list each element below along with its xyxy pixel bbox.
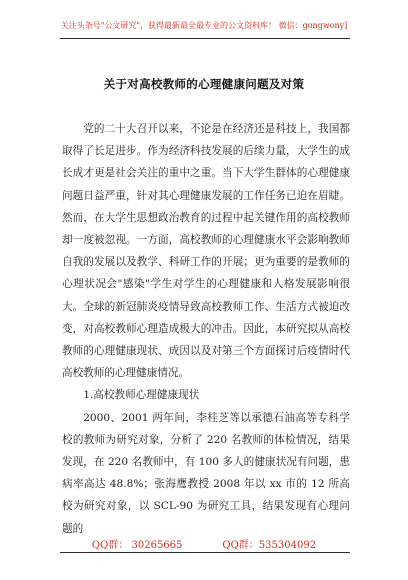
header-divider bbox=[60, 38, 350, 39]
header-notice: 关注头条号"公文研究"，获得最新最全最专业的公文资料库！ 微信：gongwony] bbox=[60, 21, 348, 30]
intro-paragraph: 党的二十大召开以来，不论是在经济还是科技上，我国都取得了长足进步。作为经济科技发展的后续力量，大学生的成长成才更是社会关注的重中之重。当下大学生群体的心理健康问题日益严重，针对其心理健康发展的工作任务已迫在眉睫。然而，在大学生思想政治教育的过程中起关键作用的高校教师却一度被忽视。一方面，高校教师的心理健康水平会影响教师自我的发展以及教学、科研工作的开展；更为重要的是教师的心理状况会"感染"学生对学生的心理健康和人格发展影响很大。全球的新冠肺炎疫情导致高校教师工作、生活方式被迫改变，对高校教师心理造成极大的冲击。因此，本研究拟从高校教师的心理健康现状、成因以及对第三个方面探讨后疫情时代高校教师的心理健康情况。 bbox=[62, 123, 350, 380]
footer-qq-group-2: QQ群：535304092 bbox=[222, 540, 317, 551]
footer-qq-group-1: QQ群： 30265665 bbox=[91, 540, 183, 551]
document-title: 关于对高校教师的心理健康问题及对策 bbox=[103, 77, 305, 91]
footer-divider bbox=[60, 552, 350, 553]
section-paragraph: 2000、2001 两年间，李桂芝等以承德石油高等专科学校的教师为研究对象，分析了 220 名教师的体检情况，结果发现，在 220 名教师中，有 100 多人的健康状况有问题，患病率高达 48.8%；张海鹰教授 2008 年以 xx 市的 12 所高校为研究对象，以 SCL-90 为研究工具，结果发现有心理问题的 bbox=[62, 411, 350, 535]
footer-contacts bbox=[0, 536, 408, 551]
section-heading: 1.高校教师心理健康现状 bbox=[83, 389, 200, 402]
document-body bbox=[62, 118, 350, 540]
